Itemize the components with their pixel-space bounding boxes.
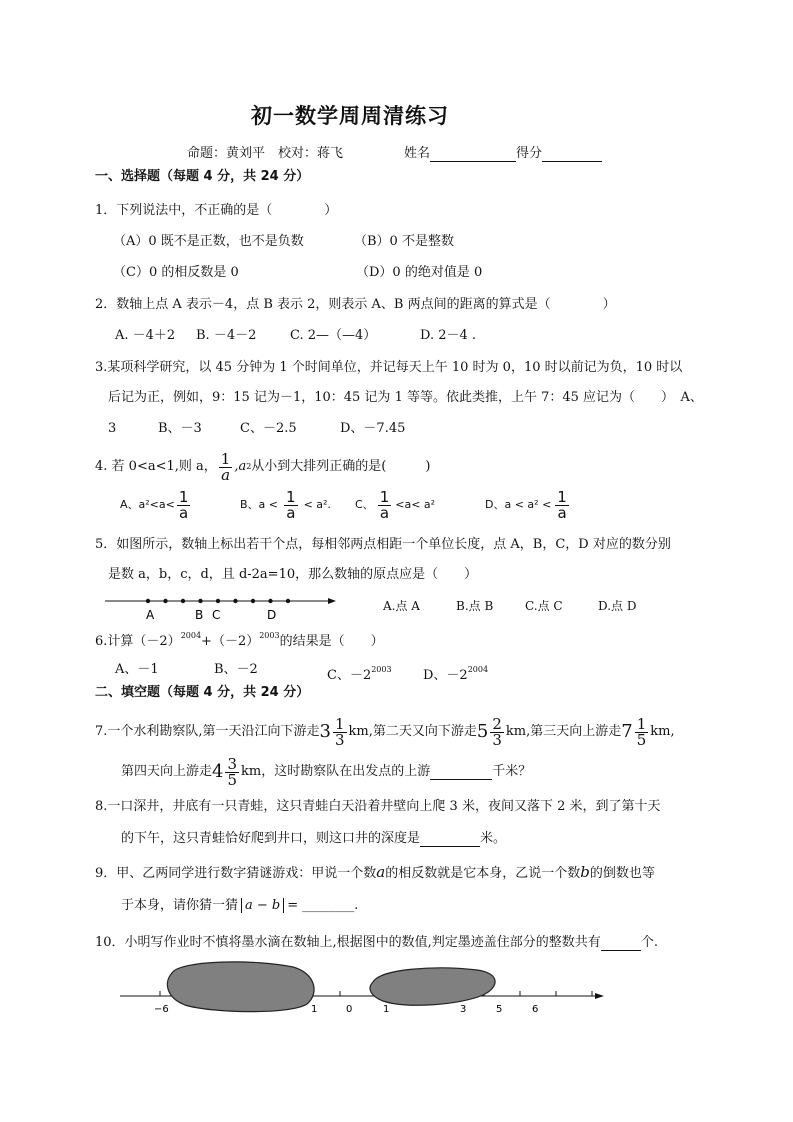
q7-p5: 第四天向上游走 (121, 764, 213, 779)
q7-m2-den: 3 (492, 730, 502, 749)
q7-p2: km,第二天又向下游走 (348, 724, 477, 739)
q5-option-b[interactable]: B.点 B (456, 599, 494, 613)
q7-mixed-1 (319, 714, 349, 749)
q3-option-b[interactable]: B、－3 (158, 421, 202, 436)
q5-dots (146, 599, 290, 603)
q4-fraction (219, 449, 233, 484)
q4-a-frac (177, 487, 191, 522)
q4-c-num: 1 (379, 487, 390, 506)
q7-m2-whole: 5 (476, 721, 489, 742)
q5-point (268, 599, 272, 603)
q5-point (198, 599, 202, 603)
q10-stem-a: 10．小明写作业时不慎将墨水滴在数轴上,根据图中的数值,判定墨迹盖住部分的整数共有 (95, 935, 601, 950)
name-label: 姓名 (404, 146, 431, 161)
q5-point (233, 599, 237, 603)
ink-blot-left (167, 962, 314, 1012)
q3-option-c[interactable]: C、－2.5 (240, 421, 297, 436)
q4-a-den: a (179, 503, 189, 522)
q2-option-d[interactable]: D. 2－4 . (420, 328, 477, 343)
q8-answer-blank[interactable] (420, 832, 480, 847)
section-fill-heading: 二、填空题（每题 4 分，共 24 分） (95, 685, 310, 700)
q2-option-c[interactable]: C. 2—（—4） (290, 328, 377, 343)
q4-option-d[interactable] (485, 487, 573, 523)
q9-line2a: 于本身，请你猜一猜 (121, 898, 239, 913)
q4-c-den: a (379, 503, 390, 522)
q6-stem (95, 628, 384, 650)
q10-tick-label-6: 6 (532, 1004, 539, 1015)
q4-a-text: A、a²<a< (120, 498, 175, 511)
q6-option-d[interactable] (423, 662, 488, 684)
q7-m4-num: 3 (227, 754, 238, 773)
q4-d-frac (555, 487, 569, 522)
q4-c-pre: C、 (355, 498, 374, 511)
q6-stem-post: 的结果是（ ） (279, 634, 384, 649)
name-field[interactable] (404, 146, 602, 162)
q5-option-d[interactable]: D.点 D (598, 599, 637, 613)
q5-label-d: D (267, 608, 277, 622)
q5-line1: 5．如图所示，数轴上标出若干个点，每相邻两点相距一个单位长度，点 A，B，C，D 对应的数分别 (95, 537, 671, 552)
q6-exp2: 2003 (259, 631, 280, 640)
q5-label-a: A (146, 608, 155, 622)
q4-b-pre: B、a < (240, 498, 279, 511)
q2-option-b[interactable]: B. －4－2 (196, 328, 257, 343)
q10-stem-b: 个. (640, 935, 658, 950)
q5-point (146, 599, 150, 603)
q9-line1a: 9．甲、乙两同学进行数字猜谜游戏：甲说一个数 (95, 866, 377, 881)
q3-line2: 后记为正，例如，9：15 记为－1，10：45 记为 1 等等。依此类推，上午 7：45 应记为（ ） A、 (108, 390, 703, 405)
q4-frac-den: a (221, 465, 231, 484)
q2-option-a[interactable]: A. －4＋2 (115, 328, 176, 343)
q4-d-den: a (557, 503, 567, 522)
q10-tick-label-neg6: −6 (154, 1004, 169, 1015)
q4-b-post: < a². (303, 498, 331, 511)
q4-stem-post: 从小到大排列正确的是( ) (251, 459, 431, 474)
q7-m3-den: 5 (636, 730, 647, 749)
q1-option-b[interactable]: （B）0 不是整数 (354, 234, 454, 249)
q4-stem (95, 450, 430, 484)
q7-p6: km，这时勘察队在出发点的上游 (241, 764, 431, 779)
q9-var-b: b (580, 863, 590, 881)
q4-option-a[interactable] (120, 487, 192, 523)
q2-stem: 2．数轴上点 A 表示－4，点 B 表示 2，则表示 A、B 两点间的距离的算式是（ ） (95, 297, 616, 312)
q3-option-d[interactable]: D、－7.45 (340, 421, 406, 436)
q7-answer-blank[interactable] (430, 765, 492, 780)
q9-line2 (121, 898, 358, 914)
q6-exp1: 2004 (180, 631, 202, 640)
q7-m2-num: 2 (492, 714, 502, 733)
q10-tick-label-3: 3 (460, 1004, 467, 1015)
q4-d-pre: D、a < a² < (485, 498, 552, 511)
q4-a-num: 1 (178, 487, 189, 506)
author-line: 命题：黄刘平 校对：蒋飞 (187, 146, 344, 161)
q10-tick-label-1: 1 (383, 1004, 390, 1015)
q6-d-text: D、－2 (423, 668, 468, 683)
q7-mixed-4 (212, 754, 241, 789)
q6-stem-pre: 6.计算（－2） (95, 634, 181, 649)
q4-b-num: 1 (286, 487, 296, 506)
q5-line2: 是数 a，b，c，d，且 d-2a=10，那么数轴的原点应是（ ） (108, 567, 478, 582)
q7-p1: 7.一个水利勘察队,第一天沿江向下游走 (95, 724, 320, 739)
q5-arrow (328, 598, 336, 604)
q7-mixed-3 (621, 714, 650, 749)
q1-stem: 1．下列说法中，不正确的是（ ） (95, 203, 338, 218)
q5-point (163, 599, 167, 603)
q7-m3-whole: 7 (621, 721, 633, 742)
q5-number-line (100, 592, 350, 624)
q8-line2b: 米。 (480, 831, 507, 846)
q9-abs-expression: a − b (241, 898, 284, 913)
q5-option-a[interactable]: A.点 A (383, 599, 420, 613)
q4-option-b[interactable] (240, 487, 331, 523)
q4-b-frac (284, 487, 298, 522)
q4-frac-num: 1 (220, 449, 231, 468)
q8-line1: 8.一口深井，井底有一只青蛙，这只青蛙白天沿着井壁向上爬 3 米，夜间又落下 2 米，到了第十天 (95, 799, 661, 814)
q4-d-num: 1 (557, 487, 567, 506)
q3-line1: 3.某项科学研究，以 45 分钟为 1 个时间单位，并记每天上午 10 时为 0，10 时以前记为负，10 时以 (95, 360, 683, 375)
q8-line2 (121, 831, 506, 847)
q10-answer-blank[interactable] (601, 936, 641, 951)
q6-d-exp: 2004 (467, 665, 489, 674)
q7-p3: km,第三天向上游走 (505, 724, 622, 739)
q6-option-a[interactable]: A、－1 (115, 662, 159, 677)
q5-point (251, 599, 255, 603)
q1-option-c[interactable]: （C）0 的相反数是 0 (113, 265, 239, 280)
score-label: 得分 (516, 146, 543, 161)
q4-option-c[interactable] (355, 487, 435, 523)
section-choice-heading: 一、选择题（每题 4 分，共 24 分） (95, 169, 310, 184)
q5-label-c: C (212, 608, 221, 622)
q4-stem-mid: ,a (234, 459, 247, 474)
q6-stem-mid: +（－2） (201, 634, 260, 649)
q7-m3-num: 1 (636, 714, 647, 733)
q4-stem-pre: 4. 若 0<a<1,则 a， (95, 459, 217, 474)
score-blank[interactable] (542, 147, 602, 162)
q1-option-a[interactable]: （A）0 既不是正数，也不是负数 (113, 234, 304, 249)
q6-option-b[interactable]: B、－2 (214, 662, 258, 677)
q5-label-b: B (195, 608, 204, 622)
q1-option-d[interactable]: （D）0 的绝对值是 0 (356, 265, 483, 280)
q10-tick-label-neg1: 1 (311, 1004, 318, 1015)
q5-point (216, 599, 220, 603)
q10-number-line (115, 955, 615, 1020)
ink-blot-right (370, 968, 495, 1005)
q7-line2 (121, 752, 531, 792)
q6-c-exp: 2003 (371, 665, 392, 674)
q7-m4-den: 5 (227, 770, 238, 789)
page-title: 初一数学周周清练习 (251, 104, 449, 128)
q4-b-den: a (286, 503, 296, 522)
q7-m1-den: 3 (335, 730, 345, 749)
q10-stem (95, 935, 658, 951)
q5-point (286, 599, 290, 603)
q4-exp: 2 (246, 462, 252, 471)
name-blank[interactable] (430, 147, 516, 162)
q7-m1-whole: 3 (319, 721, 331, 742)
q5-point (181, 599, 185, 603)
q4-c-post: <a< a² (395, 498, 436, 511)
q9-var-a: a (376, 863, 386, 881)
q10-arrow (595, 993, 604, 999)
q9-line1b: 的相反数就是它本身，乙说一个数 (385, 866, 581, 881)
q7-m1-num: 1 (335, 714, 345, 733)
q7-p4: km, (650, 724, 675, 739)
q9-line1c: 的倒数也等 (589, 866, 655, 881)
q7-p7: 千米？ (492, 764, 532, 779)
q8-line2a: 的下午，这只青蛙恰好爬到井口，则这口井的深度是 (121, 831, 421, 846)
q4-c-frac (378, 487, 392, 522)
q9-line1 (95, 864, 655, 882)
q3-option-a-value[interactable]: 3 (108, 421, 117, 436)
q5-option-c[interactable]: C.点 C (525, 599, 563, 613)
q9-answer-blank[interactable]: = ________. (287, 898, 359, 913)
q6-option-c[interactable] (327, 662, 392, 684)
q6-c-text: C、－2 (327, 668, 372, 683)
q7-m4-whole: 4 (212, 761, 224, 782)
q10-tick-label-5: 5 (496, 1004, 503, 1015)
q7-line1 (95, 712, 675, 752)
q7-mixed-2 (476, 714, 506, 749)
q10-tick-label-0: 0 (346, 1004, 353, 1015)
